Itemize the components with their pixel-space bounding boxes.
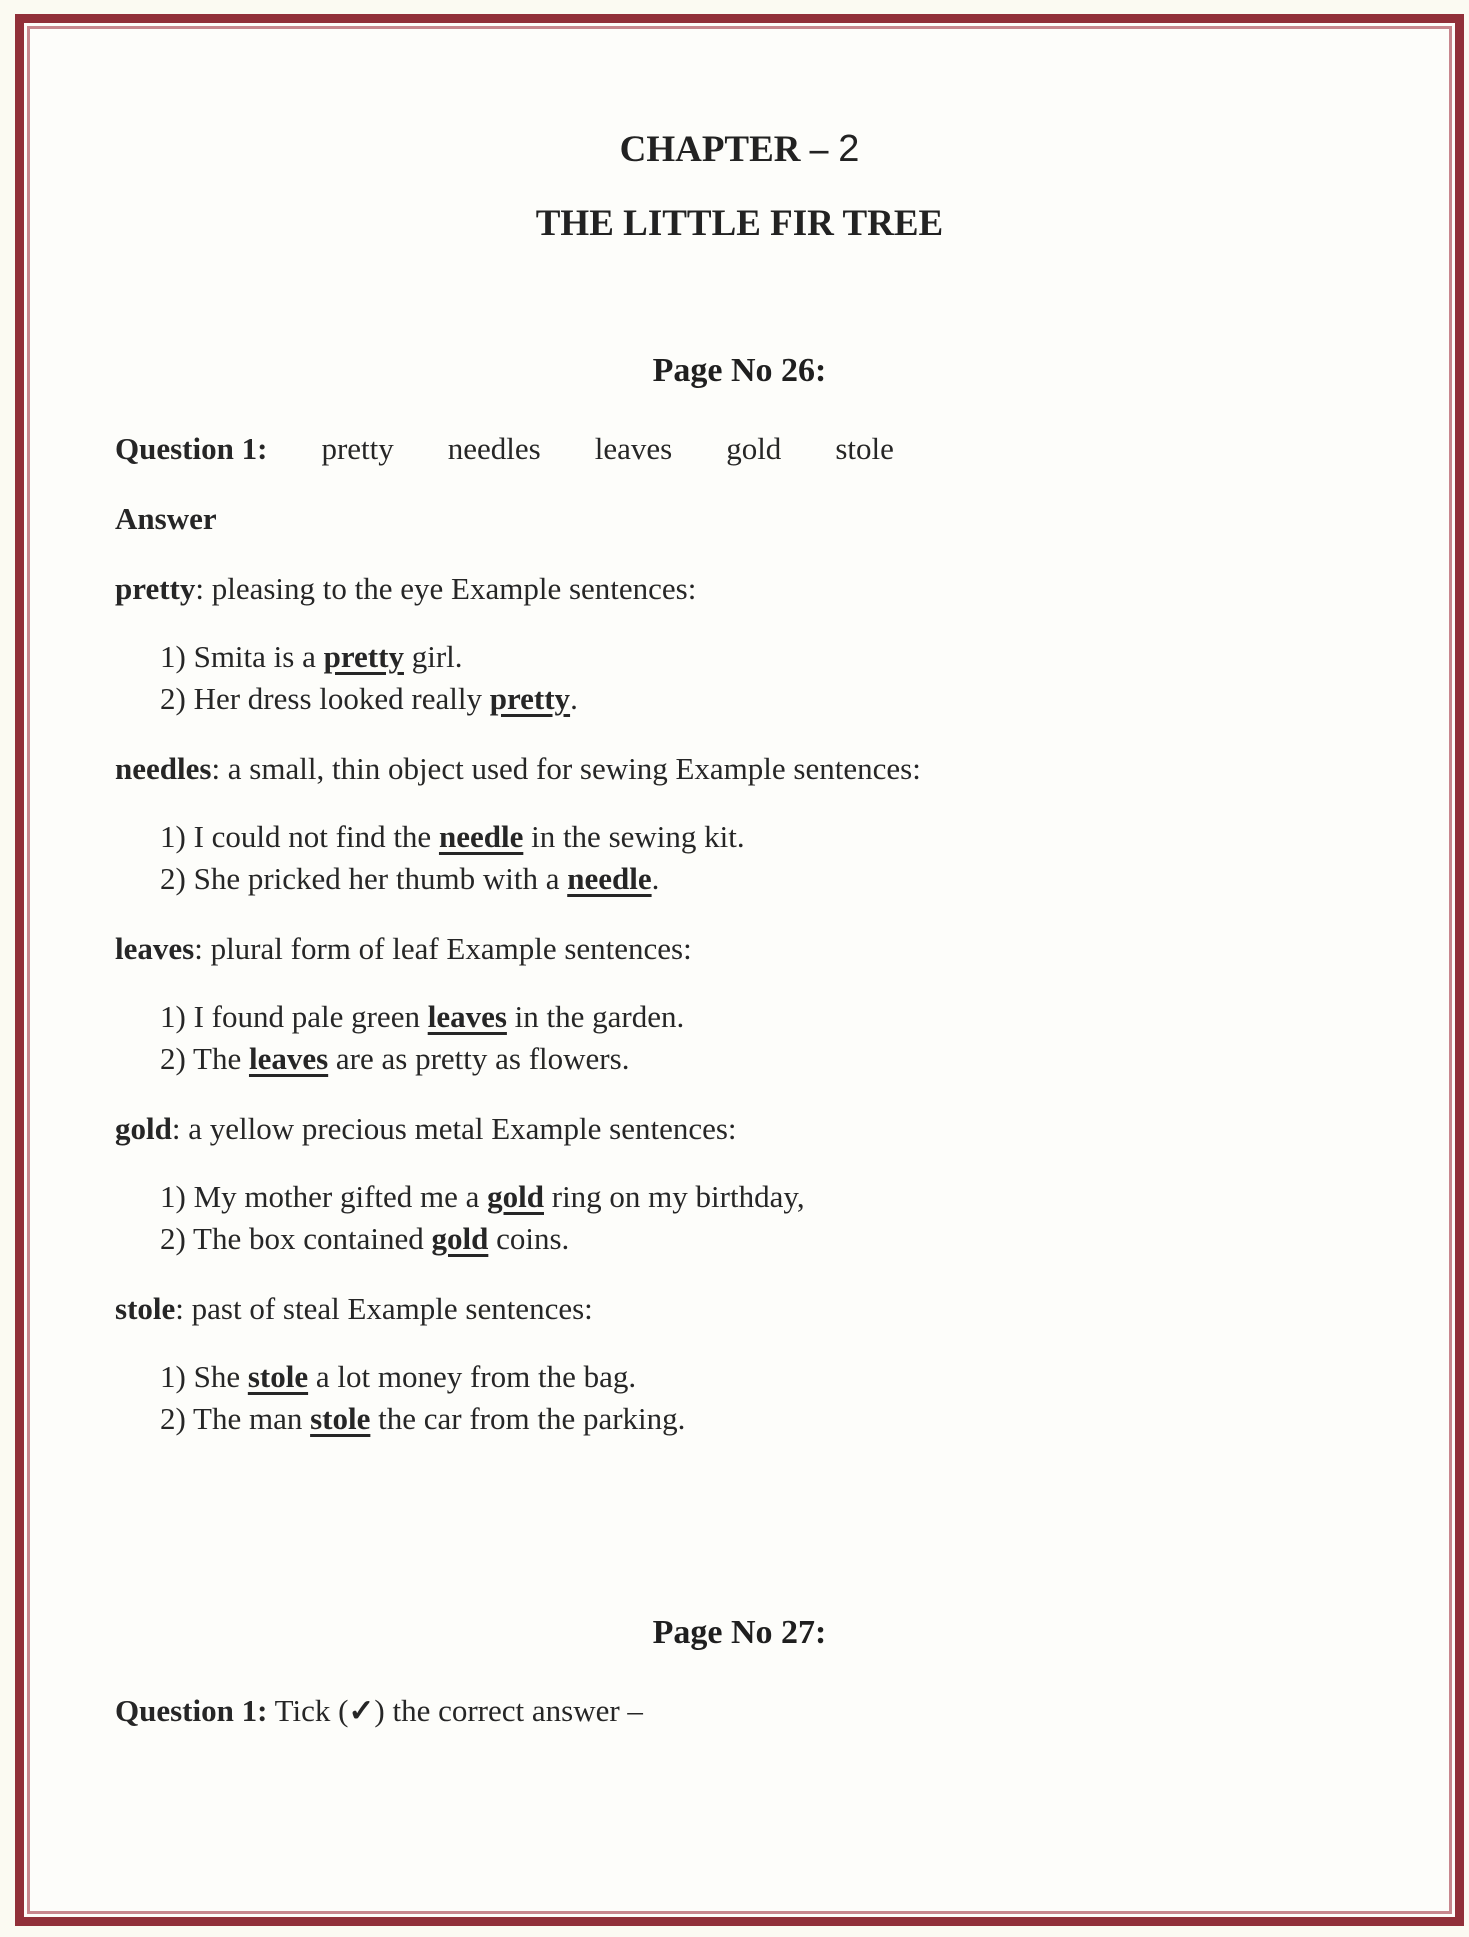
highlighted-word: pretty (323, 639, 404, 674)
chapter-number: 2 (838, 128, 860, 170)
example-sentence (160, 1398, 1364, 1440)
definition-text: : a small, thin object used for sewing Example sentences: (211, 751, 921, 786)
chapter-label: CHAPTER – (619, 129, 829, 170)
definition-term: leaves (115, 931, 195, 966)
question-text: Tick ( (267, 1693, 349, 1728)
example-text: The (185, 1041, 249, 1076)
example-number: 2) (160, 681, 186, 716)
example-text: . (651, 861, 660, 896)
highlighted-word: needle (567, 861, 652, 896)
example-number: 1) (160, 999, 186, 1034)
example-text: are as pretty as flowers. (328, 1041, 630, 1076)
highlighted-word: gold (487, 1179, 544, 1214)
example-text: ring on my birthday, (544, 1179, 805, 1214)
example-list-leaves (160, 996, 1364, 1080)
highlighted-word: needle (438, 819, 524, 854)
checkmark-icon: ✓ (348, 1693, 375, 1728)
example-sentence (160, 1356, 1364, 1398)
example-sentence (160, 816, 1364, 858)
definition-text: : past of steal Example sentences: (175, 1291, 593, 1326)
example-number: 1) (160, 1179, 186, 1214)
example-list-gold (160, 1176, 1364, 1260)
example-text: I found pale green (185, 999, 428, 1034)
definition-pretty (115, 568, 1364, 610)
example-sentence (160, 996, 1364, 1038)
highlighted-word: stole (310, 1401, 371, 1436)
page-26-heading: Page No 26: (652, 352, 827, 389)
definition-text: : pleasing to the eye Example sentences: (195, 571, 697, 606)
definition-term: pretty (115, 571, 196, 606)
example-text: She (185, 1359, 248, 1394)
question-text: ) the correct answer – (374, 1693, 643, 1728)
example-sentence (160, 678, 1364, 720)
page-27-heading: Page No 27: (652, 1614, 827, 1651)
highlighted-word: leaves (427, 999, 507, 1034)
answer-label: Answer (115, 501, 217, 536)
definition-needles (115, 748, 1364, 790)
example-text: I could not find the (185, 819, 439, 854)
highlighted-word: stole (247, 1359, 309, 1394)
example-sentence (160, 1038, 1364, 1080)
example-text: in the garden. (506, 999, 685, 1034)
definition-term: stole (115, 1291, 176, 1326)
word-pretty: pretty (321, 431, 394, 466)
question-1-row (115, 428, 1364, 470)
word-gold: gold (726, 431, 782, 466)
example-number: 2) (160, 1401, 186, 1436)
highlighted-word: pretty (489, 681, 571, 716)
example-text: The box contained (185, 1221, 432, 1256)
question-1-label: Question 1: (115, 1693, 268, 1728)
definition-gold (115, 1108, 1364, 1150)
example-number: 2) (160, 1221, 186, 1256)
example-text: girl. (403, 639, 463, 674)
example-text: a lot money from the bag. (308, 1359, 637, 1394)
definition-text: : plural form of leaf Example sentences: (194, 931, 692, 966)
definition-leaves (115, 928, 1364, 970)
example-text: My mother gifted me a (185, 1179, 488, 1214)
highlighted-word: gold (431, 1221, 489, 1256)
chapter-title: THE LITTLE FIR TREE (535, 203, 944, 244)
definition-term: gold (115, 1111, 172, 1146)
example-sentence (160, 1218, 1364, 1260)
word-stole: stole (835, 431, 894, 466)
highlighted-word: leaves (248, 1041, 329, 1076)
question-1-tick-row (115, 1690, 1364, 1732)
definition-stole (115, 1288, 1364, 1330)
example-text: Smita is a (185, 639, 324, 674)
word-leaves: leaves (594, 431, 673, 466)
example-text: She pricked her thumb with a (185, 861, 568, 896)
example-number: 1) (160, 819, 186, 854)
word-needles: needles (447, 431, 541, 466)
example-sentence (160, 1176, 1364, 1218)
example-list-stole (160, 1356, 1364, 1440)
chapter-heading (115, 125, 1364, 174)
example-text: coins. (488, 1221, 570, 1256)
example-text: The man (185, 1401, 311, 1436)
example-number: 1) (160, 639, 186, 674)
definition-term: needles (115, 751, 212, 786)
example-list-needles (160, 816, 1364, 900)
example-number: 2) (160, 861, 186, 896)
example-number: 2) (160, 1041, 186, 1076)
document-content (30, 29, 1449, 1911)
example-sentence (160, 858, 1364, 900)
question-1-label: Question 1: (115, 431, 268, 466)
example-sentence (160, 636, 1364, 678)
example-list-pretty (160, 636, 1364, 720)
example-number: 1) (160, 1359, 186, 1394)
example-text: Her dress looked really (185, 681, 490, 716)
example-text: in the sewing kit. (523, 819, 745, 854)
outer-frame-border (15, 14, 1464, 1926)
inner-frame-border (27, 26, 1452, 1914)
example-text: . (570, 681, 578, 716)
example-text: the car from the parking. (370, 1401, 686, 1436)
definition-text: : a yellow precious metal Example sentences: (171, 1111, 737, 1146)
